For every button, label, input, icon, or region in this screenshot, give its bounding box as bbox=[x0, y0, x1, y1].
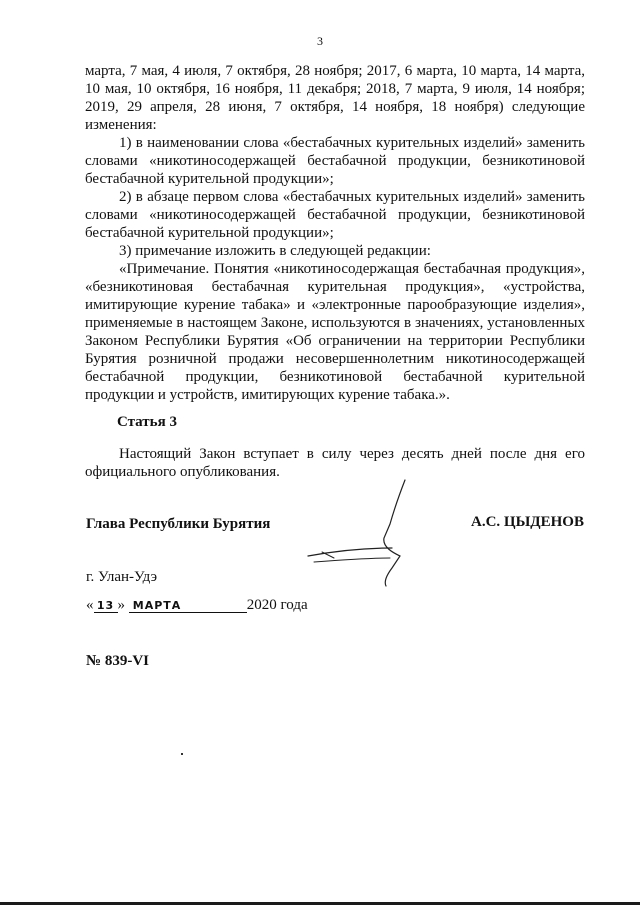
signatory-name: А.С. ЦЫДЕНОВ bbox=[471, 514, 584, 530]
scan-speck bbox=[181, 753, 183, 755]
date-close-quote: » bbox=[117, 597, 125, 613]
article-3-heading: Статья 3 bbox=[117, 414, 177, 430]
handwritten-signature bbox=[300, 478, 410, 588]
date-open-quote: « bbox=[86, 597, 94, 613]
law-number: № 839-VI bbox=[86, 653, 149, 669]
signatory-title: Глава Республики Бурятия bbox=[86, 516, 271, 532]
signing-date bbox=[86, 597, 308, 614]
paragraph-note: «Примечание. Понятия «никотиносодержащая бестабачная продукция», «безникотиновая бестабачная курительная продукция», «устройства, имитирующие курение табака» и «электронные парообразующие изделия», применяемые в настоящем Законе, используются в значениях, установленных Законом Республики Бурятия «Об ограничении на территории Республики Бурятия розничной продажи несовершеннолетним никотиносодержащей бестабачной продукции, безникотиновой бестабачной курительной продукции и устройств, имитирующих курение табака.». bbox=[85, 261, 585, 403]
page-number: 3 bbox=[317, 34, 323, 48]
date-year: 2020 года bbox=[246, 597, 308, 613]
paragraph-amendments-intro: марта, 7 мая, 4 июля, 7 октября, 28 ноября; 2017, 6 марта, 10 марта, 14 марта, 10 мая, 10 октября, 16 ноября, 11 декабря; 2018, 7 марта, 9 июля, 14 ноября; 2019, 29 апреля, 28 июня, 7 октября, 14 ноября, 18 ноября) следующие изменения: bbox=[85, 63, 585, 133]
paragraph-item-1: 1) в наименовании слова «бестабачных курительных изделий» заменить словами «никотиносодержащей бестабачной продукции, безникотиновой бестабачной курительной продукции»; bbox=[85, 135, 585, 187]
paragraph-item-2: 2) в абзаце первом слова «бестабачных курительных изделий» заменить словами «никотиносодержащей бестабачной продукции, безникотиновой бестабачной курительной продукции»; bbox=[85, 189, 585, 241]
amendment-text bbox=[85, 62, 585, 404]
place-of-signing: г. Улан-Удэ bbox=[86, 569, 158, 585]
date-month: МАРТА bbox=[129, 599, 247, 613]
paragraph-item-3: 3) примечание изложить в следующей редакции: bbox=[119, 243, 431, 259]
article-3-text: Настоящий Закон вступает в силу через десять дней после дня его официального опубликования. bbox=[85, 446, 585, 480]
date-day: 13 bbox=[94, 599, 118, 613]
